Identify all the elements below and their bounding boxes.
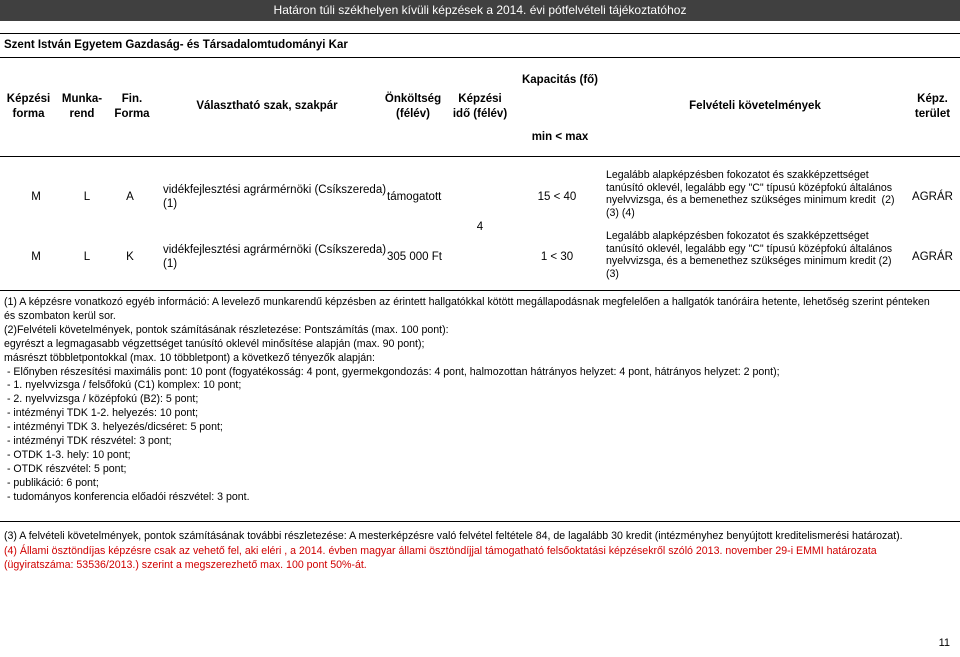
header-min-max: min < max xyxy=(531,130,589,143)
row2-terulet: AGRÁR xyxy=(912,250,953,263)
row1-munkarend: L xyxy=(83,190,91,203)
page-number: 11 xyxy=(938,637,950,649)
institution-title: Szent István Egyetem Gazdaság- és Társadalomtudományi Kar xyxy=(4,39,348,51)
header-kepzesi-ido: Képzési idő (félév) xyxy=(452,93,508,120)
rule xyxy=(0,33,960,34)
row1-kapacitas: 15 < 40 xyxy=(537,190,577,203)
row2-forma: M xyxy=(31,250,41,263)
header-munkarend: Munka- rend xyxy=(61,93,103,120)
header-kepzesi-forma: Képzési forma xyxy=(6,93,51,120)
header-felveteli: Felvételi követelmények xyxy=(689,100,821,113)
row2-szak: vidékfejlesztési agrármérnöki (Csíkszereda) (1) xyxy=(163,243,387,270)
header-kepz-terulet: Képz. terület xyxy=(914,93,951,120)
row1-szak: vidékfejlesztési agrármérnöki (Csíkszereda) (1) xyxy=(163,183,387,210)
row2-onkoltseg: 305 000 Ft xyxy=(387,250,442,263)
row2-munkarend: L xyxy=(83,250,91,263)
row1-fin: A xyxy=(126,190,134,203)
row2-fin: K xyxy=(126,250,134,263)
rule xyxy=(0,521,960,522)
document-header-text: Határon túli székhelyen kívüli képzések a 2014. évi pótfelvételi tájékoztatóhoz xyxy=(273,3,687,17)
rule xyxy=(0,156,960,157)
row2-kapacitas: 1 < 30 xyxy=(540,250,574,263)
document-header-bar xyxy=(0,0,960,21)
row1-onkoltseg: támogatott xyxy=(387,190,442,203)
kepzesi-ido-value: 4 xyxy=(476,220,484,233)
header-szak: Választható szak, szakpár xyxy=(196,100,338,113)
row1-terulet: AGRÁR xyxy=(912,190,953,203)
note-4: (4) Állami ösztöndíjas képzésre csak az vehető fel, aki eléri , a 2014. évben magyar állami ösztöndíjjal támogatható felsőoktatási képzésekről szóló 2013. november 29-i EMMI határozata (ügyiratszáma: 53536/2013.) szerint a megszerezhető max. 100 pont 50%-át. xyxy=(4,545,877,571)
rule xyxy=(0,290,960,291)
row2-felveteli: Legalább alapképzésben fokozatot és szakképzettséget tanúsító oklevél, legalább egy "C" típusú középfokú általános nyelvvizsga, és a bemenethez szükséges minimum kredit (2) (3) xyxy=(606,230,893,280)
header-fin-forma: Fin. Forma xyxy=(114,93,150,120)
header-kapacitas: Kapacitás (fő) xyxy=(521,73,599,86)
header-onkoltseg: Önköltség (félév) xyxy=(384,93,442,120)
row1-forma: M xyxy=(31,190,41,203)
notes-1-2: (1) A képzésre vonatkozó egyéb információ: A levelező munkarendű képzésben az érintett hallgatókkal kötött megállapodásnak megfelelően a hallgatók tanóráira hetente, lehetőség szerint pénteken és szombaton kerül sor. (2)Felvételi követelmények, pontok számításának részletezése: Pontszámítás (max. 100 pont): egyrészt a legmagasabb végzettséget tanúsító oklevél minősítése alapján (max. 90 pont); másrészt többletpontokkal (max. 10 többletpont) a következő tényezők alapján: - Előnyben részesítési maximális pont: 10 pont (fogyatékosság: 4 pont, gyermekgondozás: 4 pont, halmozottan hátrányos helyzet: 4 pont, hátrányos helyzet: 2 pont); - 1. nyelvvizsga / felsőfokú (C1) komplex: 10 pont; - 2. nyelvvizsga / középfokú (B2): 5 pont; - intézményi TDK 1-2. helyezés: 10 pont; - intézményi TDK 3. helyezés/dicséret: 5 pont; - intézményi TDK részvétel: 3 pont; - OTDK 1-3. hely: 10 pont; - OTDK részvétel: 5 pont; - publikáció: 6 pont; - tudományos konferencia előadói részvétel: 3 pont. xyxy=(4,296,930,503)
note-3: (3) A felvételi követelmények, pontok számításának további részletezése: A mesterképzésre való felvétel feltétele 84, de lagalább 30 kredit (intézményhez benyújtott kreditelismerési határozat). xyxy=(4,530,903,542)
row1-felveteli: Legalább alapképzésben fokozatot és szakképzettséget tanúsító oklevél, legalább egy "C" típusú középfokú általános nyelvvizsga, és a bemenethez szükséges minimum kredit (2) (3) (4) xyxy=(606,169,895,219)
